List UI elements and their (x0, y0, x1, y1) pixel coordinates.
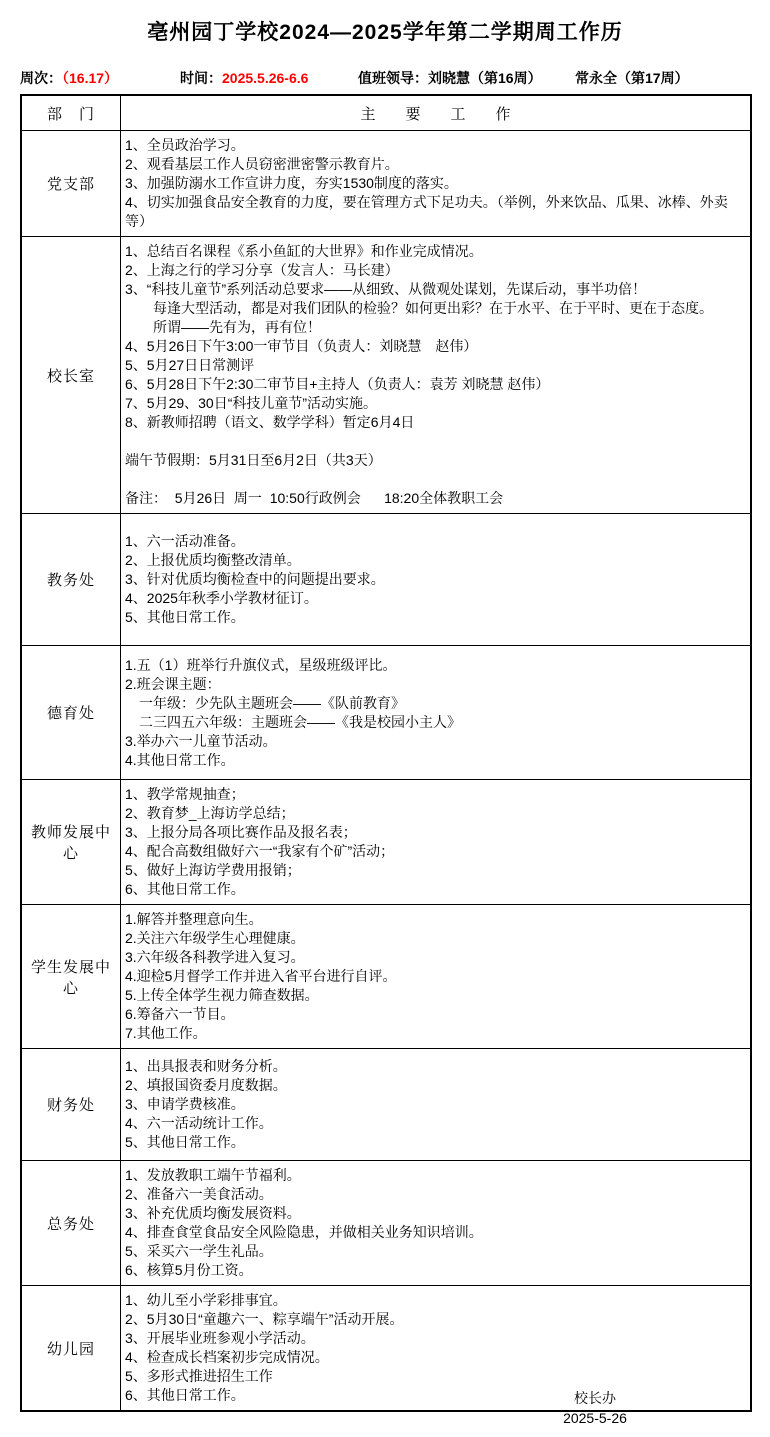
work-line: 5.上传全体学生视力筛查数据。 (125, 987, 319, 1003)
page-title: 亳州园丁学校2024—2025学年第二学期周工作历 (147, 21, 623, 44)
work-line: 1.五（1）班举行升旗仪式，星级班级评比。 (125, 656, 397, 673)
meta-week-value: （16.17） (62, 70, 119, 86)
work-line: 3、开展毕业班参观小学活动。 (125, 1330, 315, 1346)
footer-office: 校长办 (574, 1390, 616, 1406)
footer-date: 2025-5-26 (563, 1410, 627, 1426)
work-line: 2.关注六年级学生心理健康。 (125, 930, 305, 946)
work-line: 6、5月28日下午2:30二审节目+主持人（负责人：袁芳 刘晓慧 赵伟） (125, 376, 550, 392)
work-line: 1、出具报表和财务分析。 (125, 1058, 287, 1074)
department-cell: 校长室 (22, 237, 121, 513)
meta-time (180, 68, 308, 88)
work-line: 2、上海之行的学习分享（发言人：马长建） (125, 262, 399, 278)
work-line: 所谓——先有为，再有位！ (125, 319, 321, 335)
work-line: 6、其他日常工作。 (125, 1387, 245, 1403)
work-line: 1.解答并整理意向生。 (125, 911, 263, 927)
work-line: 二三四五六年级：主题班会——《我是校园小主人》 (125, 713, 461, 730)
work-line: 3、补充优质均衡发展资料。 (125, 1205, 301, 1221)
work-line: 4、排查食堂食品安全风险隐患，并做相关业务知识培训。 (125, 1224, 483, 1240)
work-cell (121, 514, 750, 645)
dept-header-cell: 部 门 (22, 96, 121, 130)
work-line: 4、六一活动统计工作。 (125, 1115, 273, 1131)
work-line: 1、六一活动准备。 (125, 533, 245, 549)
department-cell: 总务处 (22, 1161, 121, 1285)
work-line: 1、总结百名课程《系小鱼缸的大世界》和作业完成情况。 (125, 243, 483, 259)
table-body (22, 130, 750, 1410)
work-line: 5、做好上海访学费用报销； (125, 862, 301, 878)
work-line (125, 470, 746, 489)
work-line: 4.其他日常工作。 (125, 751, 235, 768)
page-footer (515, 1388, 675, 1428)
work-cell (121, 646, 750, 779)
work-cell (121, 237, 750, 513)
work-line: 3、针对优质均衡检查中的问题提出要求。 (125, 571, 385, 587)
work-line: 6、核算5月份工资。 (125, 1262, 253, 1278)
work-line: 2、教育梦_上海访学总结； (125, 805, 295, 821)
work-line: 3.举办六一儿童节活动。 (125, 732, 277, 749)
work-line: 7、5月29、30日“科技儿童节”活动实施。 (125, 395, 378, 411)
meta-duty-value-week16: 刘晓慧（第16周） (428, 70, 542, 86)
meta-duty-leader-week17: 常永全（第17周） (575, 70, 689, 86)
department-cell: 德育处 (22, 646, 121, 779)
work-line: 1、教学常规抽查； (125, 786, 245, 802)
work-line: 4、切实加强食品安全教育的力度，要在管理方式下足功夫。（举例，外来饮品、瓜果、冰棒、外卖等） (125, 194, 728, 229)
work-line: 5、5月27日日常测评 (125, 357, 255, 373)
work-line: 4、配合高数组做好六一“我家有个矿”活动； (125, 843, 395, 859)
meta-week (20, 68, 118, 88)
work-line (125, 432, 746, 451)
department-cell: 学生发展中心 (22, 905, 121, 1048)
work-line: 3、加强防溺水工作宣讲力度，夯实1530制度的落实。 (125, 175, 458, 191)
meta-time-value: 2025.5.26-6.6 (222, 70, 309, 86)
work-line: 6、其他日常工作。 (125, 881, 245, 897)
work-line: 7.其他工作。 (125, 1025, 207, 1041)
meta-row (0, 68, 770, 88)
meta-duty-label: 值班领导： (358, 70, 428, 86)
table-row (22, 904, 750, 1048)
work-line: 2、观看基层工作人员窃密泄密警示教育片。 (125, 156, 399, 172)
meta-week-label: 周次： (20, 70, 62, 86)
table-row (22, 779, 750, 904)
work-line: 5、其他日常工作。 (125, 609, 245, 625)
department-cell: 教务处 (22, 514, 121, 645)
work-line: 3、申请学费核准。 (125, 1096, 245, 1112)
table-header-row (22, 96, 750, 130)
work-line: 1、全员政治学习。 (125, 137, 245, 153)
work-line: 3、“科技儿童节”系列活动总要求——从细致、从微观处谋划，先谋后动，事半功倍！ (125, 281, 647, 297)
department-cell: 教师发展中心 (22, 780, 121, 904)
work-line: 端午节假期：5月31日至6月2日（共3天） (125, 452, 382, 468)
work-line: 每逢大型活动，都是对我们团队的检验？如何更出彩？在于水平、在于平时、更在于态度。 (125, 300, 713, 316)
work-line: 2、准备六一美食活动。 (125, 1186, 273, 1202)
work-cell (121, 780, 750, 904)
table-row (22, 1160, 750, 1285)
department-cell: 幼儿园 (22, 1286, 121, 1410)
work-line: 备注： 5月26日 周一 10:50行政例会 18:20全体教职工会 (125, 490, 504, 506)
department-cell: 党支部 (22, 131, 121, 236)
work-line: 2、填报国资委月度数据。 (125, 1077, 287, 1093)
work-cell (121, 131, 750, 236)
work-line: 5、其他日常工作。 (125, 1134, 245, 1150)
work-line: 3.六年级各科教学进入复习。 (125, 949, 305, 965)
work-cell (121, 905, 750, 1048)
work-line: 3、上报分局各项比赛作品及报名表； (125, 824, 357, 840)
work-header-cell: 主 要 工 作 (360, 105, 511, 123)
work-line: 4.迎检5月督学工作并进入省平台进行自评。 (125, 968, 397, 984)
meta-time-label: 时间： (180, 70, 222, 86)
work-line: 6.筹备六一节目。 (125, 1006, 235, 1022)
work-line: 2、上报优质均衡整改清单。 (125, 552, 301, 568)
work-cell (121, 1049, 750, 1160)
work-line: 8、新教师招聘（语文、数学学科）暂定6月4日 (125, 414, 415, 430)
work-line: 一年级：少先队主题班会——《队前教育》 (125, 694, 405, 711)
work-line: 4、2025年秋季小学教材征订。 (125, 590, 318, 606)
work-line: 4、检查成长档案初步完成情况。 (125, 1349, 329, 1365)
meta-duty-leader (358, 68, 542, 88)
work-line: 1、发放教职工端午节福利。 (125, 1167, 301, 1183)
table-row (22, 236, 750, 513)
table-row (22, 1048, 750, 1160)
work-line: 2、5月30日“童趣六一、粽享端午”活动开展。 (125, 1311, 404, 1327)
table-row (22, 513, 750, 645)
table-row (22, 645, 750, 779)
work-line: 4、5月26日下午3:00一审节目（负责人：刘晓慧 赵伟） (125, 338, 478, 354)
work-line: 1、幼儿至小学彩排事宜。 (125, 1292, 287, 1308)
work-line: 2.班会课主题： (125, 675, 221, 692)
department-cell: 财务处 (22, 1049, 121, 1160)
work-line: 5、采买六一学生礼品。 (125, 1243, 273, 1259)
table-row (22, 130, 750, 236)
work-table (20, 94, 752, 1412)
work-line: 5、多形式推进招生工作 (125, 1368, 273, 1384)
work-cell (121, 1161, 750, 1285)
